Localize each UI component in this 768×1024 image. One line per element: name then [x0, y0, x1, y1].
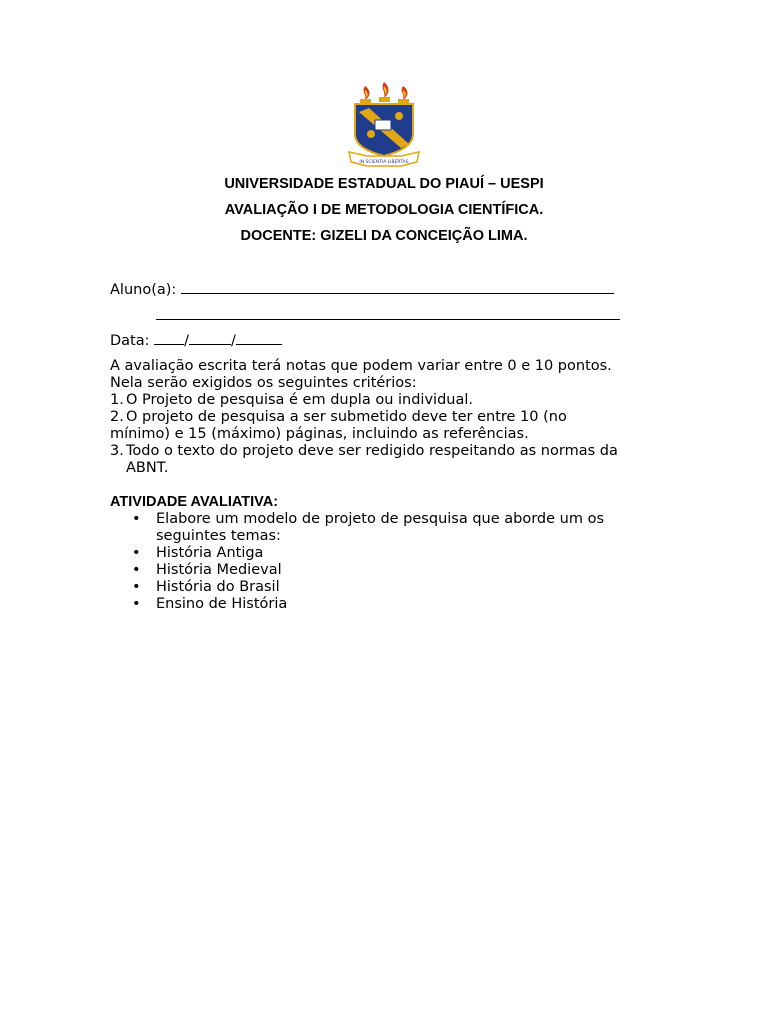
crest-motto: IN SCIENTIA LIBERTAS: [359, 160, 409, 165]
student-name-blank-2: [156, 306, 620, 320]
criterion-3-cont: ABNT.: [126, 460, 169, 476]
criterion-2: [110, 409, 567, 426]
date-separator: /: [231, 333, 236, 349]
bullet-icon: •: [132, 511, 141, 527]
student-name-blank: [181, 280, 614, 294]
university-crest-logo: [347, 82, 421, 168]
intro-line-2: Nela serão exigidos os seguintes critérios:: [110, 375, 417, 391]
student-row-2: [156, 306, 620, 325]
student-label: Aluno(a):: [110, 282, 177, 298]
criterion-2-cont: mínimo) e 15 (máximo) páginas, incluindo as referências.: [110, 426, 529, 442]
date-separator: /: [184, 333, 190, 349]
exam-title: AVALIAÇÃO I DE METODOLOGIA CIENTÍFICA.: [224, 202, 544, 218]
criterion-text: Todo o texto do projeto deve ser redigido respeitando as normas da: [126, 443, 618, 459]
criterion-text: O Projeto de pesquisa é em dupla ou individual.: [126, 392, 473, 408]
bullet-icon: •: [132, 579, 141, 595]
bullet-icon: •: [132, 596, 141, 612]
teacher-name: DOCENTE: GIZELI DA CONCEIÇÃO LIMA.: [240, 228, 528, 244]
intro-line-1: A avaliação escrita terá notas que podem variar entre 0 e 10 pontos.: [110, 358, 612, 374]
criterion-number: 2.: [110, 409, 124, 425]
activity-item-5: Ensino de História: [156, 596, 288, 612]
activity-item-4: História do Brasil: [156, 579, 280, 595]
date-year-blank: [236, 331, 282, 345]
criterion-number: 1.: [110, 392, 124, 408]
activity-item-3: História Medieval: [156, 562, 282, 578]
activity-item-2: História Antiga: [156, 545, 264, 561]
criterion-3: [110, 443, 618, 460]
date-row: [110, 331, 282, 350]
date-label: Data:: [110, 333, 150, 349]
criterion-number: 3.: [110, 443, 124, 459]
activity-title: ATIVIDADE AVALIATIVA:: [110, 494, 279, 510]
criterion-1: [110, 392, 473, 409]
bullet-icon: •: [132, 562, 141, 578]
date-month-blank: [189, 331, 231, 345]
bullet-icon: •: [132, 545, 141, 561]
date-day-blank: [154, 331, 184, 345]
student-row: [110, 280, 614, 299]
criterion-text: O projeto de pesquisa a ser submetido deve ter entre 10 (no: [126, 409, 567, 425]
activity-item-1: Elabore um modelo de projeto de pesquisa que aborde um os seguintes temas:: [156, 511, 605, 544]
university-title: UNIVERSIDADE ESTADUAL DO PIAUÍ – UESPI: [224, 176, 544, 192]
